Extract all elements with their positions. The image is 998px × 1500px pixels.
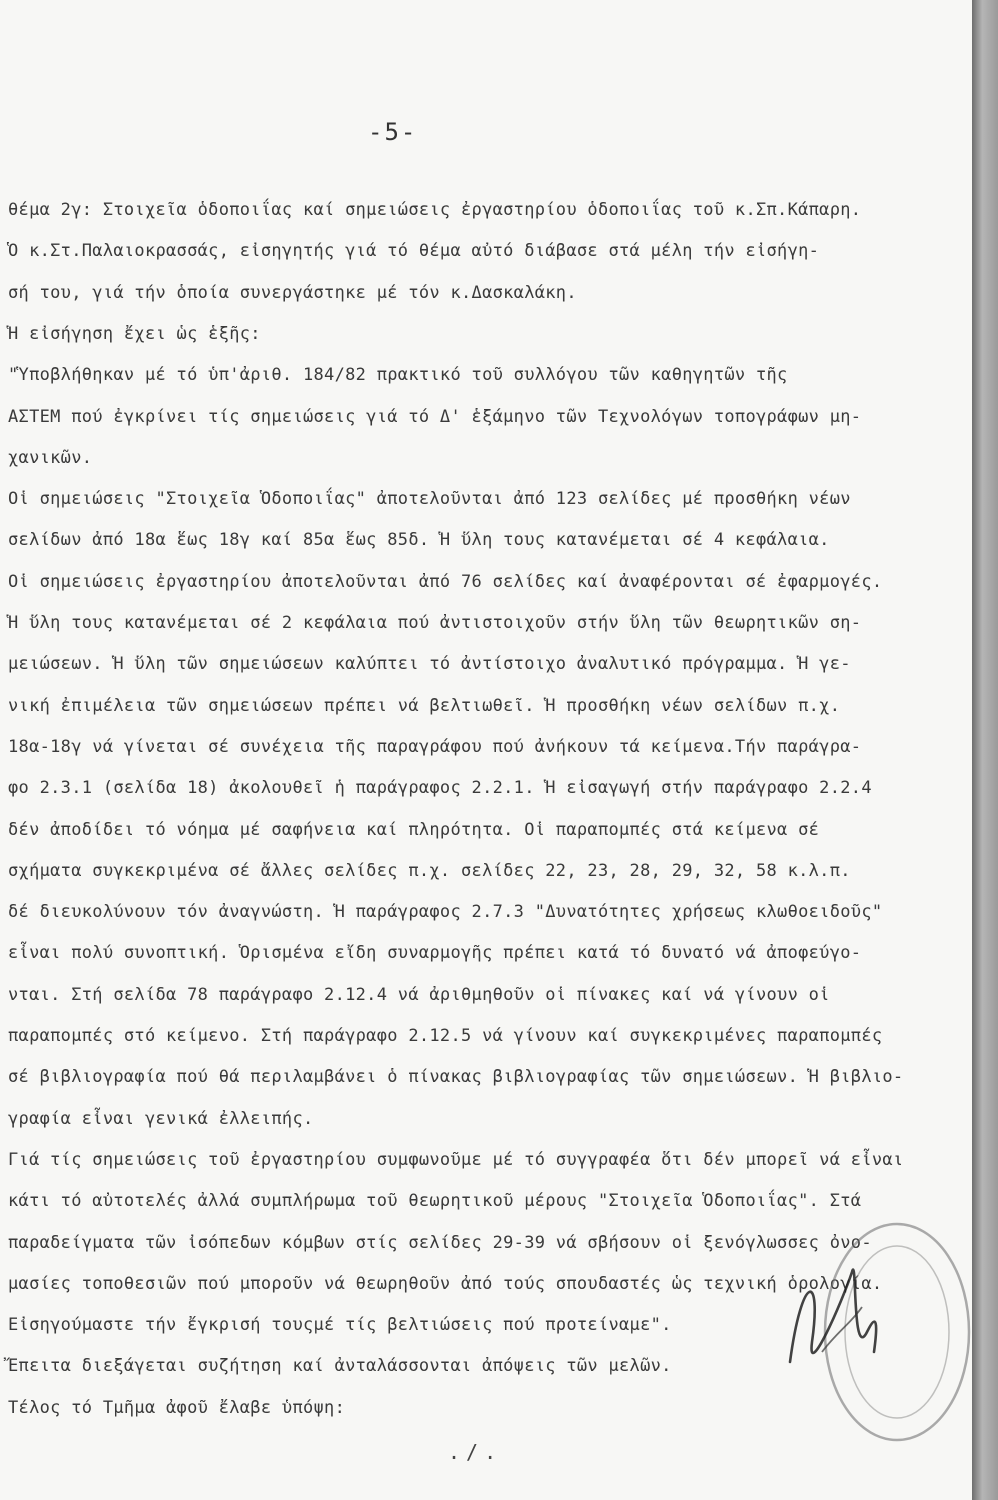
text-line: νται. Στή σελίδα 78 παράγραφο 2.12.4 νά ἀριθμηθοῦν οἱ πίνακες καί νά γίνουν οἱ [8,984,830,1005]
text-line: φο 2.3.1 (σελίδα 18) ἀκολουθεῖ ἡ παράγραφος 2.2.1. Ἡ εἰσαγωγή στήν παράγραφο 2.2.4 [8,778,872,799]
page-edge-shadow [972,0,998,1500]
text-line: παραπομπές στό κείμενο. Στή παράγραφο 2.12.5 νά γίνουν καί συγκεκριμένες παραπομπές [8,1026,883,1046]
text-line: θέμα 2γ: Στοιχεῖα ὁδοποιΐας καί σημειώσεις ἐργαστηρίου ὁδοποιΐας τοῦ κ.Σπ.Κάπαρη. [8,200,862,220]
text-line: δέν ἀποδίδει τό νόημα μέ σαφήνεια καί πληρότητα. Οἱ παραπομπές στά κείμενα σέ [8,819,820,840]
text-line: Εἰσηγούμαστε τήν ἔγκρισή τουςμέ τίς βελτιώσεις πού προτείναμε". [8,1315,672,1336]
text-line: 18α-18γ νά γίνεται σέ συνέχεια τῆς παραγράφου πού ἀνήκουν τά κείμενα.Τήν παράγρα- [8,736,862,757]
text-line: Γιά τίς σημειώσεις τοῦ ἐργαστηρίου συμφωνοῦμε μέ τό συγγραφέα ὅτι δέν μπορεῖ νά εἶναι [8,1149,904,1170]
text-line: σή του, γιά τήν ὁποία συνεργάστηκε μέ τόν κ.Δασκαλάκη. [8,282,577,303]
text-line: χανικῶν. [8,447,93,468]
continuation-marker: ./. [448,1440,503,1464]
text-line: Ἡ ὕλη τους κατανέμεται σέ 2 κεφάλαια πού ἀντιστοιχοῦν στήν ὕλη τῶν θεωρητικῶν ση- [8,613,862,633]
text-line: μασίες τοποθεσιῶν πού μποροῦν νά θεωρηθοῦν ἀπό τούς σπουδαστές ὡς τεχνική ὁρολογία. [8,1273,883,1294]
text-line: Ὁ κ.Στ.Παλαιοκρασσάς, εἰσηγητής γιά τό θέμα αὐτό διάβασε στά μέλη τήν εἰσήγη- [8,241,820,262]
text-line: νική ἐπιμέλεια τῶν σημειώσεων πρέπει νά βελτιωθεῖ. Ἡ προσθήκη νέων σελίδων π.χ. [8,695,841,716]
text-line: μειώσεων. Ἡ ὕλη τῶν σημειώσεων καλύπτει τό ἀντίστοιχο ἀναλυτικό πρόγραμμα. Ἡ γε- [8,654,851,675]
text-line: παραδείγματα τῶν ἰσόπεδων κόμβων στίς σελίδες 29-39 νά σβήσουν οἱ ξενόγλωσσες ὀνο- [8,1232,872,1253]
text-line: Οἱ σημειώσεις ἐργαστηρίου ἀποτελοῦνται ἀπό 76 σελίδες καί ἀναφέρονται σέ ἐφαρμογές. [8,571,883,592]
text-line: σέ βιβλιογραφία πού θά περιλαμβάνει ὁ πίνακας βιβλιογραφίας τῶν σημειώσεων. Ἡ βιβλιο- [8,1067,904,1088]
text-line: "Ὑποβλήθηκαν μέ τό ὑπ'ἀριθ. 184/82 πρακτικό τοῦ συλλόγου τῶν καθηγητῶν τῆς [8,365,788,386]
text-line: Τέλος τό Τμῆμα ἀφοῦ ἔλαβε ὑπόψη: [8,1397,346,1418]
text-line: γραφία εἶναι γενικά ἐλλειπής. [8,1108,314,1129]
text-line: Ἡ εἰσήγηση ἔχει ὡς ἑξῆς: [8,323,261,344]
official-stamp-with-signature [702,1212,972,1452]
text-line: Ἔπειτα διεξάγεται συζήτηση καί ἀνταλάσσονται ἀπόψεις τῶν μελῶν. [8,1356,672,1377]
text-line: κάτι τό αὐτοτελές ἀλλά συμπλήρωμα τοῦ θεωρητικοῦ μέρους "Στοιχεῖα Ὁδοποιΐας". Στά [8,1191,862,1212]
text-line: δέ διευκολύνουν τόν ἀναγνώστη. Ἡ παράγραφος 2.7.3 "Δυνατότητες χρήσεως κλωθοειδοῦς" [8,902,883,923]
page-number: -5- [368,118,418,146]
text-line: εἶναι πολύ συνοπτική. Ὁρισμένα εἴδη συναρμογῆς πρέπει κατά τό δυνατό νά ἀποφεύγο- [8,943,862,964]
text-line: Οἱ σημειώσεις "Στοιχεῖα Ὁδοποιΐας" ἀποτελοῦνται ἀπό 123 σελίδες μέ προσθήκη νέων [8,489,851,510]
text-line: σχήματα συγκεκριμένα σέ ἄλλες σελίδες π.χ. σελίδες 22, 23, 28, 29, 32, 58 κ.λ.π. [8,860,851,881]
text-line: σελίδων ἀπό 18α ἕως 18γ καί 85α ἕως 85δ. Ἡ ὕλη τους κατανέμεται σέ 4 κεφάλαια. [8,530,830,551]
text-line: ΑΣΤΕΜ πού ἐγκρίνει τίς σημειώσεις γιά τό Δ' ἑξάμηνο τῶν Τεχνολόγων τοπογράφων μη- [8,406,862,427]
